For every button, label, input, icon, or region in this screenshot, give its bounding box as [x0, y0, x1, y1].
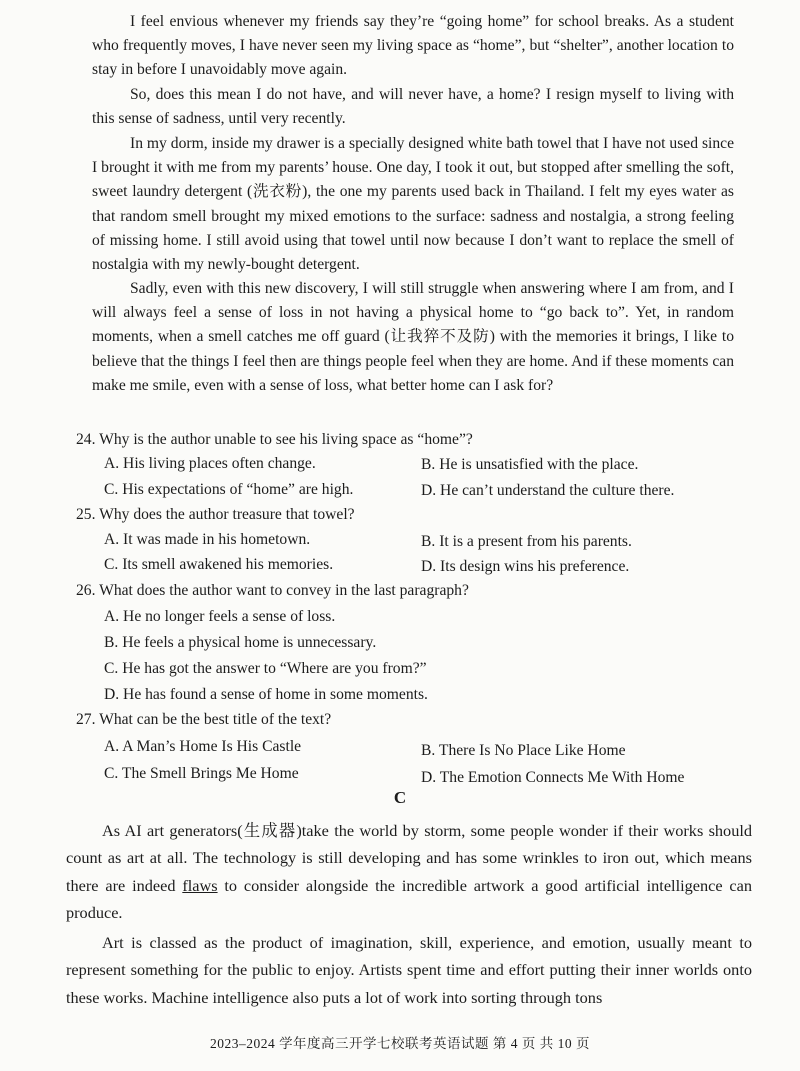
q26-option-c: C. He has got the answer to “Where are you from?”	[104, 660, 427, 677]
passage-paragraph-2: So, does this mean I do not have, and will never have, a home? I resign myself to living with this sense of sadness, until very recently.	[92, 86, 734, 128]
question-27: 27. What can be the best title of the text?	[76, 711, 332, 728]
section-c-paragraph-1	[66, 817, 752, 927]
q25-option-c: C. Its smell awakened his memories.	[104, 556, 334, 573]
passage-paragraph-4: Sadly, even with this new discovery, I will still struggle when answering where I am from, and I will always feel a sense of loss in not having a physical home to “go back to”. Yet, in random moments, when a smell catches me off guard (让我猝不及防) with the memories it brings, I like to believe that the things I feel then are things people feel when they are home. And if these moments can make me smile, even with a sense of loss, what better home can I ask for?	[92, 280, 734, 394]
section-c-p1-text-before: As AI art generators(生成器)take the world by storm, some people wonder if their works should count as art at all. The technology is still developing and has some wrinkles to iron out, which means there are indeed	[66, 821, 752, 895]
q26-option-a: A. He no longer feels a sense of loss.	[104, 608, 336, 625]
section-c-p1-text-after: to consider alongside the incredible artwork a good artificial intelligence can produce.	[66, 875, 753, 923]
question-25: 25. Why does the author treasure that towel?	[76, 506, 355, 523]
q26-option-b: B. He feels a physical home is unnecessary.	[104, 634, 377, 651]
q24-option-c: C. His expectations of “home” are high.	[104, 481, 354, 498]
q24-option-a: A. His living places often change.	[104, 455, 316, 472]
q27-option-c: C. The Smell Brings Me Home	[104, 765, 299, 782]
q27-option-a: A. A Man’s Home Is His Castle	[104, 738, 302, 755]
q25-option-d: D. Its design wins his preference.	[421, 558, 630, 575]
page-footer: 2023–2024 学年度高三开学七校联考英语试题 第 4 页 共 10 页	[209, 1036, 591, 1051]
q25-option-a: A. It was made in his hometown.	[104, 531, 311, 548]
passage-paragraph-3: In my dorm, inside my drawer is a specially designed white bath towel that I have not used since I brought it with me from my parents’ house. One day, I took it out, but stopped after smelling the soft, sweet laundry detergent (洗衣粉), the one my parents used back in Thailand. I felt my eyes water as that random smell brought my mixed emotions to the surface: sadness and nostalgia, a strong feeling of missing home. I still avoid using that towel until now because I don’t want to replace the smell of nostalgia with my newly-bought detergent.	[92, 135, 734, 274]
q27-option-d: D. The Emotion Connects Me With Home	[421, 769, 685, 786]
q26-option-d: D. He has found a sense of home in some moments.	[104, 686, 428, 703]
q24-option-b: B. He is unsatisfied with the place.	[421, 456, 639, 473]
q24-option-d: D. He can’t understand the culture there.	[421, 482, 675, 499]
q25-option-b: B. It is a present from his parents.	[421, 533, 632, 550]
section-c-paragraph-2: Art is classed as the product of imagination, skill, experience, and emotion, usually meant to represent something for the public to enjoy. Artists spent time and effort putting their inner worlds onto these works. Machine intelligence also puts a lot of work into sorting through tons	[66, 933, 752, 1007]
question-24: 24. Why is the author unable to see his living space as “home”?	[76, 431, 473, 448]
question-26: 26. What does the author want to convey in the last paragraph?	[76, 582, 469, 599]
section-c-heading: C	[393, 788, 407, 807]
q27-option-b: B. There Is No Place Like Home	[421, 742, 626, 759]
passage-paragraph-1: I feel envious whenever my friends say they’re “going home” for school breaks. As a student who frequently moves, I have never seen my living space as “home”, but “shelter”, another location to stay in before I unavoidably move again.	[92, 13, 734, 79]
underlined-word-flaws: flaws	[182, 875, 218, 895]
